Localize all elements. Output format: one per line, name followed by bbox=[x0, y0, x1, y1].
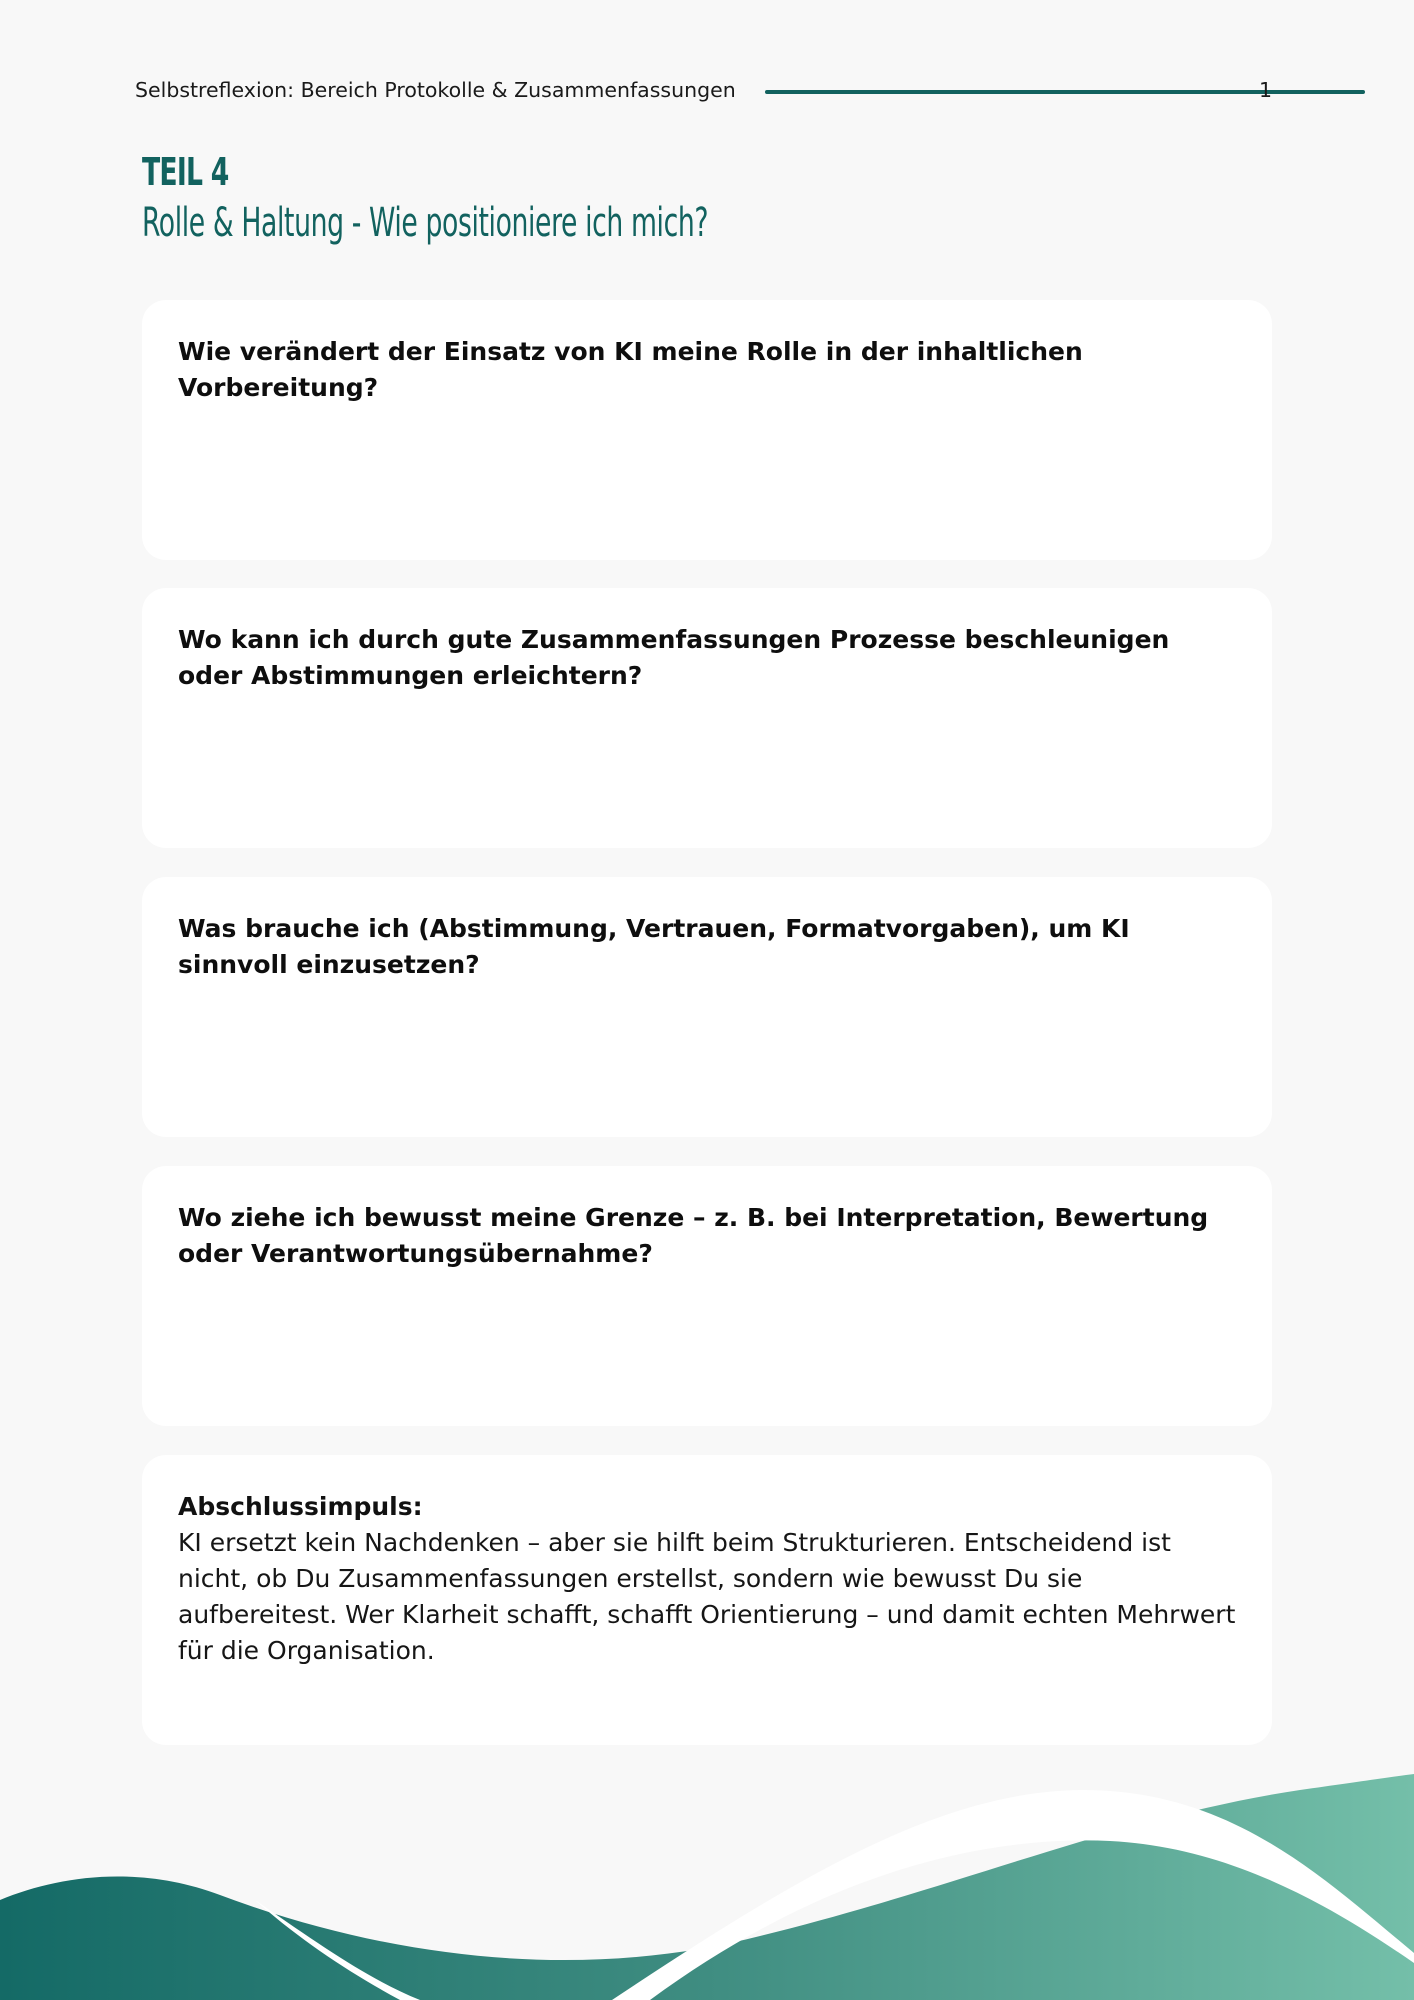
closing-text: KI ersetzt kein Nachdenken – aber sie hilft beim Strukturieren. Entscheidend ist nicht, ob Du Zusammenfassungen erstellst, sondern wie bewusst Du sie aufbereitest. Wer Klarheit schafft, schafft Orientierung – und damit echten Mehrwert für die Organisation. bbox=[178, 1528, 1236, 1665]
header-divider bbox=[765, 90, 1365, 94]
header-title: Selbstreflexion: Bereich Protokolle & Zusammenfassungen bbox=[135, 78, 736, 102]
page-number: 1 bbox=[1258, 78, 1272, 102]
section-label: TEIL 4 bbox=[142, 150, 229, 194]
closing-card bbox=[142, 1455, 1272, 1745]
question-card-1[interactable] bbox=[142, 300, 1272, 560]
question-text-1: Wie verändert der Einsatz von KI meine Rolle in der inhaltlichen Vorbereitung? bbox=[178, 337, 1083, 402]
question-card-2[interactable] bbox=[142, 588, 1272, 848]
page-header bbox=[135, 78, 1272, 104]
question-text-3: Was brauche ich (Abstimmung, Vertrauen, Formatvorgaben), um KI sinnvoll einzusetzen? bbox=[178, 914, 1130, 979]
question-text-2: Wo kann ich durch gute Zusammenfassungen Prozesse beschleunigen oder Abstimmungen erleichtern? bbox=[178, 625, 1170, 690]
decorative-wave bbox=[0, 1755, 1414, 2000]
section-title: Rolle & Haltung - Wie positioniere ich mich? bbox=[142, 200, 709, 246]
question-card-4[interactable] bbox=[142, 1166, 1272, 1426]
closing-label: Abschlussimpuls: bbox=[178, 1492, 423, 1521]
question-card-3[interactable] bbox=[142, 877, 1272, 1137]
question-text-4: Wo ziehe ich bewusst meine Grenze – z. B. bei Interpretation, Bewertung oder Verantwortungsübernahme? bbox=[178, 1203, 1209, 1268]
wave-fill bbox=[0, 1774, 1414, 2000]
